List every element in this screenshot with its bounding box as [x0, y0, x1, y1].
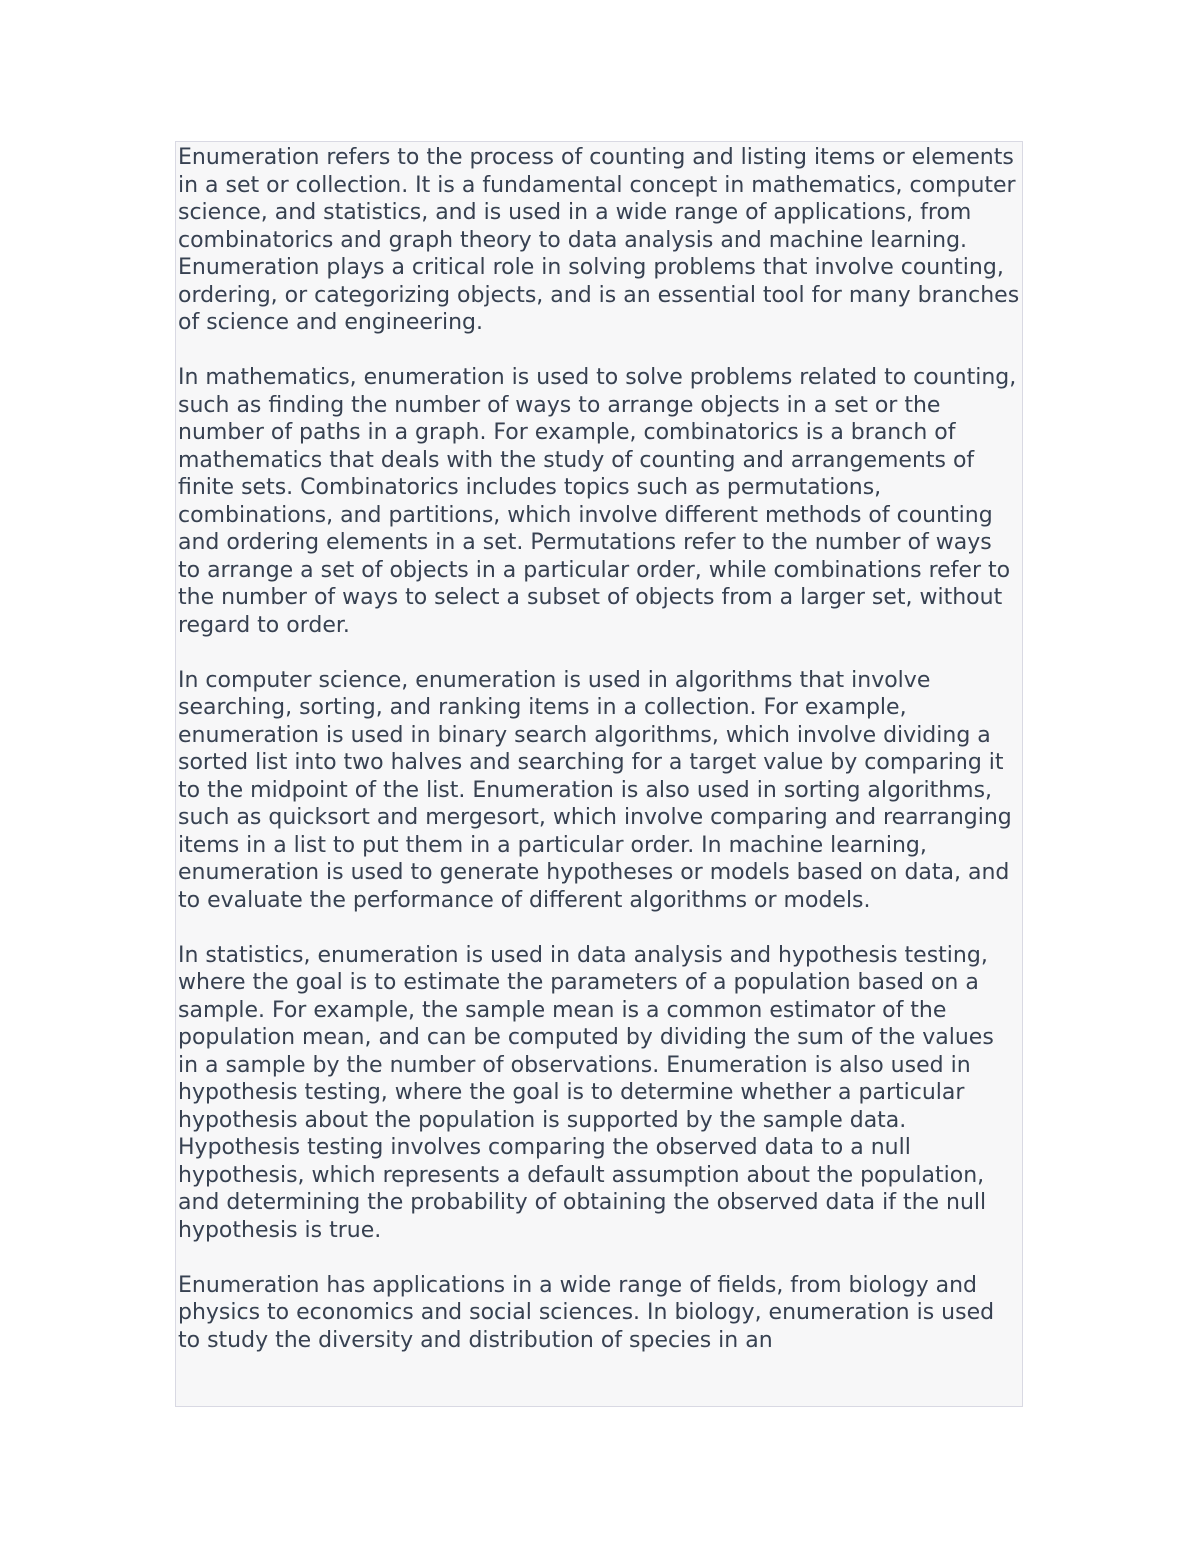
paragraph-intro: Enumeration refers to the process of counting and listing items or elements in a set or collection. It is a fundamental concept in mathematics, computer science, and statistics, and is used in a wide range of applications, from combinatorics and graph theory to data analysis and machine learning. Enumeration plays a critical role in solving problems that involve counting, ordering, or categorizing objects, and is an essential tool for many branches of science and engineering.: [178, 145, 1020, 335]
paragraph-computer-science: In computer science, enumeration is used in algorithms that involve searching, sorting, and ranking items in a collection. For example, enumeration is used in binary search algorithms, which involve dividing a sorted list into two halves and searching for a target value by comparing it to the midpoint of the list. Enumeration is also used in sorting algorithms, such as quicksort and mergesort, which involve comparing and rearranging items in a list to put them in a particular order. In machine learning, enumeration is used to generate hypotheses or models based on data, and to evaluate the performance of different algorithms or models.: [178, 667, 1012, 913]
paragraph-applications: Enumeration has applications in a wide range of fields, from biology and physics to economics and social sciences. In biology, enumeration is used to study the diversity and distribution of species in an: [178, 1272, 995, 1353]
paragraph-mathematics: In mathematics, enumeration is used to solve problems related to counting, such as finding the number of ways to arrange objects in a set or the number of paths in a graph. For example, combinatorics is a branch of mathematics that deals with the study of counting and arrangements of finite sets. Combinatorics includes topics such as permutations, combinations, and partitions, which involve different methods of counting and ordering elements in a set. Permutations refer to the number of ways to arrange a set of objects in a particular order, while combinations refer to the number of ways to select a subset of objects from a larger set, without regard to order.: [178, 365, 1017, 638]
text-block: [175, 141, 1023, 1407]
paragraph-statistics: In statistics, enumeration is used in data analysis and hypothesis testing, where the goal is to estimate the parameters of a population based on a sample. For example, the sample mean is a common estimator of the population mean, and can be computed by dividing the sum of the values in a sample by the number of observations. Enumeration is also used in hypothesis testing, where the goal is to determine whether a particular hypothesis about the population is supported by the sample data. Hypothesis testing involves comparing the observed data to a null hypothesis, which represents a default assumption about the population, and determining the probability of obtaining the observed data if the null hypothesis is true.: [178, 942, 994, 1243]
